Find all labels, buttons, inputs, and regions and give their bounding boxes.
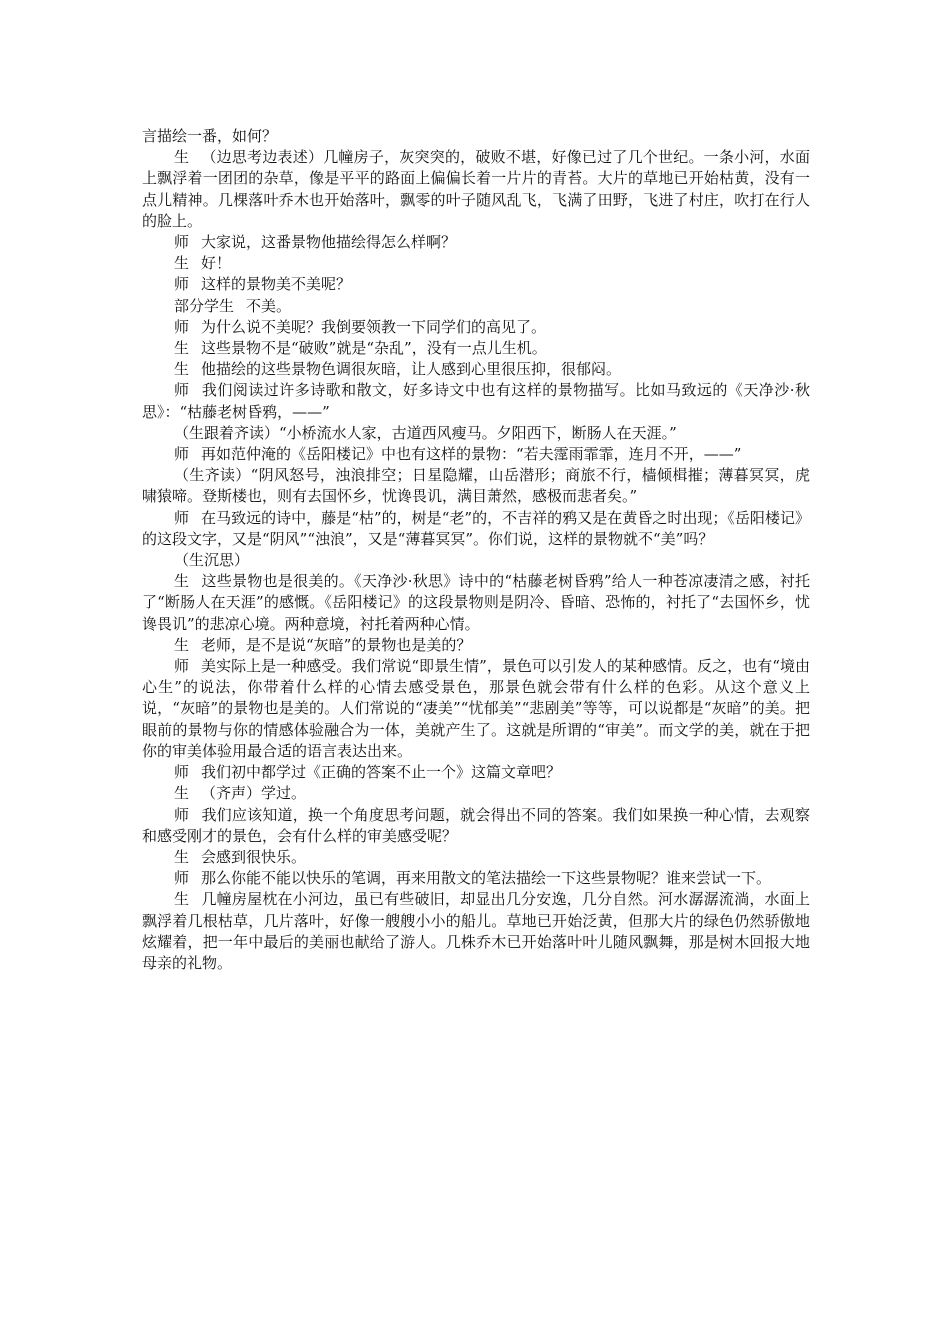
- paragraph: [142, 571, 810, 635]
- speaker-label: 师: [174, 805, 190, 824]
- paragraph-text: 好！: [201, 254, 232, 273]
- paragraph-text: 那么你能不能以快乐的笔调，再来用散文的笔法描绘一下这些景物呢？谁来尝试一下。: [201, 869, 772, 888]
- paragraph: [142, 635, 810, 656]
- speaker-label: 生: [174, 572, 190, 591]
- paragraph-text: 老师，是不是说“灰暗”的景物也是美的？: [201, 635, 472, 654]
- speaker-label: 师: [174, 233, 190, 252]
- paragraph: [142, 805, 810, 847]
- document-page: [142, 126, 810, 974]
- speaker-label: 生: [174, 339, 190, 358]
- paragraph: [142, 868, 810, 889]
- speaker-label: 师: [174, 381, 190, 400]
- paragraph: [142, 126, 810, 147]
- paragraph: [142, 338, 810, 359]
- speaker-label: 部分学生: [174, 296, 235, 315]
- paragraph: [142, 232, 810, 253]
- speaker-label: 师: [174, 508, 190, 527]
- paragraph-text: 他描绘的这些景物色调很灰暗，让人感到心里很压抑，很郁闷。: [201, 360, 622, 379]
- speaker-label: 师: [174, 869, 190, 888]
- paragraph-text: 大家说，这番景物他描绘得怎么样啊？: [201, 233, 457, 252]
- paragraph: [142, 444, 810, 465]
- paragraph: [142, 317, 810, 338]
- paragraph-text: 我们阅读过许多诗歌和散文，好多诗文中也有这样的景物描写。比如马致远的《天净沙·秋思》：“枯藤老树昏鸦，——”: [142, 381, 810, 421]
- speaker-label: 生: [174, 847, 190, 866]
- speaker-label: 生: [174, 635, 190, 654]
- paragraph-text: 我们初中都学过《正确的答案不止一个》这篇文章吧？: [201, 763, 562, 782]
- paragraph: [142, 380, 810, 422]
- paragraph: [142, 889, 810, 974]
- paragraph-text: 这些景物不是“破败”就是“杂乱”，没有一点儿生机。: [201, 339, 547, 358]
- paragraph: [142, 359, 810, 380]
- speaker-label: 生: [174, 254, 190, 273]
- speaker-label: 师: [174, 317, 190, 336]
- paragraph-text: 几幢房屋枕在小河边，虽已有些破旧，却显出几分安逸，几分自然。河水潺潺流淌，水面上飘浮着几根枯草，几片落叶，好像一艘艘小小的船儿。草地已开始泛黄，但那大片的绿色仍然骄傲地炫耀着，把一年中最后的美丽也献给了游人。几株乔木已开始落叶叶儿随风飘舞，那是树木回报大地母亲的礼物。: [142, 890, 810, 972]
- speaker-label: 师: [174, 763, 190, 782]
- speaker-label: 生: [174, 890, 190, 909]
- paragraph-text: 会感到很快乐。: [201, 847, 307, 866]
- paragraph: [142, 147, 810, 232]
- paragraph-text: 这些景物也是很美的。《天净沙·秋思》诗中的“枯藤老树昏鸦”给人一种苍凉凄清之感，衬托了“断肠人在天涯”的感慨。《岳阳楼记》的这段景物则是阴冷、昏暗、恐怖的，衬托了“去国怀乡，忧谗畏讥”的悲凉心境。两种意境，衬托着两种心情。: [142, 572, 810, 633]
- paragraph-text: （齐声）学过。: [201, 784, 307, 803]
- paragraph: [142, 783, 810, 804]
- paragraph: [142, 762, 810, 783]
- paragraph-text: 为什么说不美呢？我倒要领教一下同学们的高见了。: [201, 317, 547, 336]
- paragraph-text: 在马致远的诗中，藤是“枯”的，树是“老”的，不吉祥的鸦又是在黄昏之时出现；《岳阳楼记》的这段文字，又是“阴风”“浊浪”，又是“薄暮冥冥”。你们说，这样的景物就不“美”吗？: [142, 508, 810, 548]
- speaker-label: 师: [174, 445, 190, 464]
- paragraph-text: 言描绘一番，如何？: [142, 127, 278, 145]
- paragraph-text: 我们应该知道，换一个角度思考问题，就会得出不同的答案。我们如果换一种心情，去观察和感受刚才的景色，会有什么样的审美感受呢？: [142, 805, 810, 845]
- paragraph: [142, 550, 810, 571]
- paragraph-text: 再如范仲淹的《岳阳楼记》中也有这样的景物：“若夫霪雨霏霏，连月不开，——”: [201, 445, 742, 464]
- paragraph-text: （生跟着齐读）“小桥流水人家，古道西风瘦马。夕阳西下，断肠人在天涯。”: [174, 423, 677, 442]
- speaker-label: 生: [174, 360, 190, 379]
- paragraph: [142, 296, 810, 317]
- paragraph: [142, 253, 810, 274]
- paragraph-text: 美实际上是一种感受。我们常说“即景生情”，景色可以引发人的某种感情。反之，也有“境由心生”的说法，你带着什么样的心情去感受景色，那景色就会带有什么样的色彩。从这个意义上说，“灰暗”的景物也是美的。人们常说的“凄美”“忧郁美”“悲剧美”等等，可以说都是“灰暗”的美。把眼前的景物与你的情感体验融合为一体，美就产生了。这就是所谓的“审美”。而文学的美，就在于把你的审美体验用最合适的语言表达出来。: [142, 657, 810, 760]
- paragraph: [142, 656, 810, 762]
- speaker-label: 生: [174, 784, 190, 803]
- paragraph: [142, 847, 810, 868]
- paragraph-text: 这样的景物美不美呢？: [201, 275, 352, 294]
- paragraph-text: （生沉思）: [174, 551, 250, 570]
- speaker-label: 生: [174, 148, 190, 167]
- speaker-label: 师: [174, 275, 190, 294]
- paragraph: [142, 274, 810, 295]
- paragraph-text: 不美。: [246, 296, 292, 315]
- paragraph-text: （生齐读）“阴风怒号，浊浪排空；日星隐耀，山岳潜形；商旅不行，樯倾楫摧；薄暮冥冥，虎啸猿啼。登斯楼也，则有去国怀乡，忧谗畏讥，满目萧然，感极而悲者矣。”: [142, 466, 810, 506]
- paragraph: [142, 423, 810, 444]
- speaker-label: 师: [174, 657, 190, 676]
- paragraph: [142, 465, 810, 507]
- paragraph-text: （边思考边表述）几幢房子，灰突突的，破败不堪，好像已过了几个世纪。一条小河，水面上飘浮着一团团的杂草，像是平平的路面上偏偏长着一片片的青苔。大片的草地已开始枯黄，没有一点儿精神。几棵落叶乔木也开始落叶，飘零的叶子随风乱飞，飞满了田野，飞进了村庄，吹打在行人的脸上。: [142, 148, 810, 230]
- paragraph: [142, 508, 810, 550]
